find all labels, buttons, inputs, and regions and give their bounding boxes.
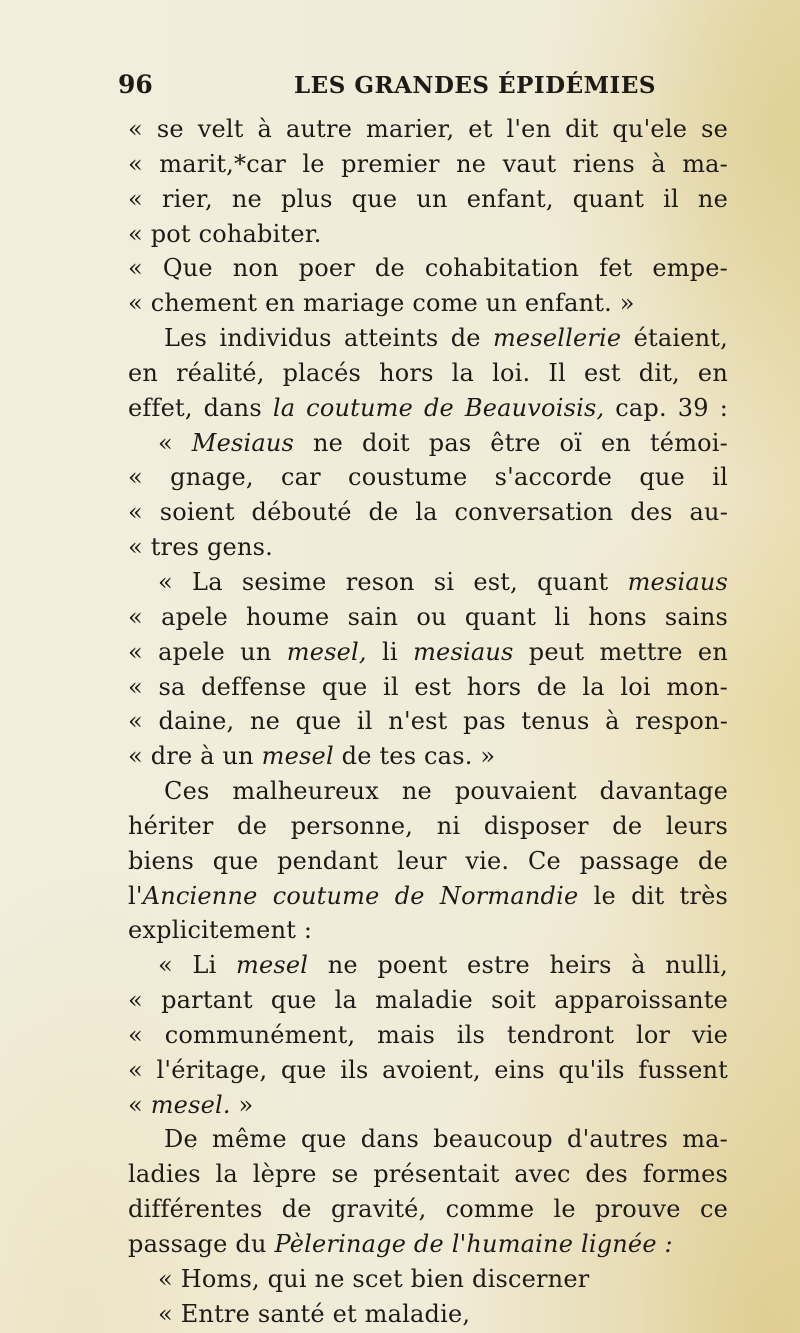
- text-line: « daine, ne que il n'est pas tenus à respon-: [128, 707, 728, 736]
- body-text: [128, 112, 728, 1332]
- text-line: « Entre santé et maladie,: [158, 1299, 471, 1328]
- text-line: « chement en mariage come un enfant. »: [128, 289, 635, 318]
- text-line: passage du Pèlerinage de l'humaine lignée :: [128, 1230, 673, 1258]
- text-line: « Que non poer de cohabitation fet empe-: [128, 254, 728, 283]
- page-header: [118, 70, 656, 110]
- text-line: biens que pendant leur vie. Ce passage de: [128, 846, 728, 875]
- text-line: ladies la lèpre se présentait avec des formes: [128, 1160, 728, 1189]
- text-line: « apele houme sain ou quant li hons sains: [128, 602, 728, 631]
- text-line: en réalité, placés hors la loi. Il est dit, en: [128, 358, 728, 387]
- text-line: « gnage, car coustume s'accorde que il: [128, 463, 728, 492]
- text-line: « tres gens.: [128, 533, 273, 562]
- text-line: « Mesiaus ne doit pas être oï en témoi-: [158, 428, 728, 457]
- text-line: explicitement :: [128, 916, 313, 945]
- text-line: « communément, mais ils tendront lor vie: [128, 1020, 728, 1049]
- page-number: 96: [118, 70, 153, 99]
- running-title: LES GRANDES ÉPIDÉMIES: [294, 72, 656, 99]
- text-line: « marit,*car le premier ne vaut riens à ma-: [128, 149, 728, 178]
- text-line: « partant que la maladie soit apparoissante: [128, 986, 728, 1015]
- text-line: « dre à un mesel de tes cas. »: [128, 742, 496, 771]
- text-line: « Li mesel ne poent estre heirs à nulli,: [158, 951, 728, 980]
- text-line: différentes de gravité, comme le prouve ce: [128, 1195, 728, 1224]
- text-line: effet, dans la coutume de Beauvoisis, cap. 39 :: [128, 393, 728, 422]
- text-line: hériter de personne, ni disposer de leurs: [128, 811, 728, 840]
- text-line: « mesel. »: [128, 1090, 254, 1119]
- text-line: « sa deffense que il est hors de la loi mon-: [128, 672, 728, 701]
- text-line: « l'éritage, que ils avoient, eins qu'ils fussent: [128, 1055, 728, 1084]
- text-line: l'Ancienne coutume de Normandie le dit très: [128, 881, 728, 910]
- text-line: Les individus atteints de mesellerie étaient,: [164, 324, 728, 353]
- text-line: « apele un mesel, li mesiaus peut mettre en: [128, 637, 728, 666]
- text-line: « Homs, qui ne scet bien discerner: [158, 1264, 590, 1293]
- text-line: « se velt à autre marier, et l'en dit qu'ele se: [128, 115, 728, 143]
- text-line: « pot cohabiter.: [128, 219, 322, 248]
- text-line: « soient débouté de la conversation des au-: [128, 498, 728, 527]
- text-line: Ces malheureux ne pouvaient davantage: [164, 777, 728, 806]
- text-line: De même que dans beaucoup d'autres ma-: [164, 1125, 728, 1154]
- text-line: « rier, ne plus que un enfant, quant il ne: [128, 184, 728, 213]
- text-line: « La sesime reson si est, quant mesiaus: [158, 567, 728, 596]
